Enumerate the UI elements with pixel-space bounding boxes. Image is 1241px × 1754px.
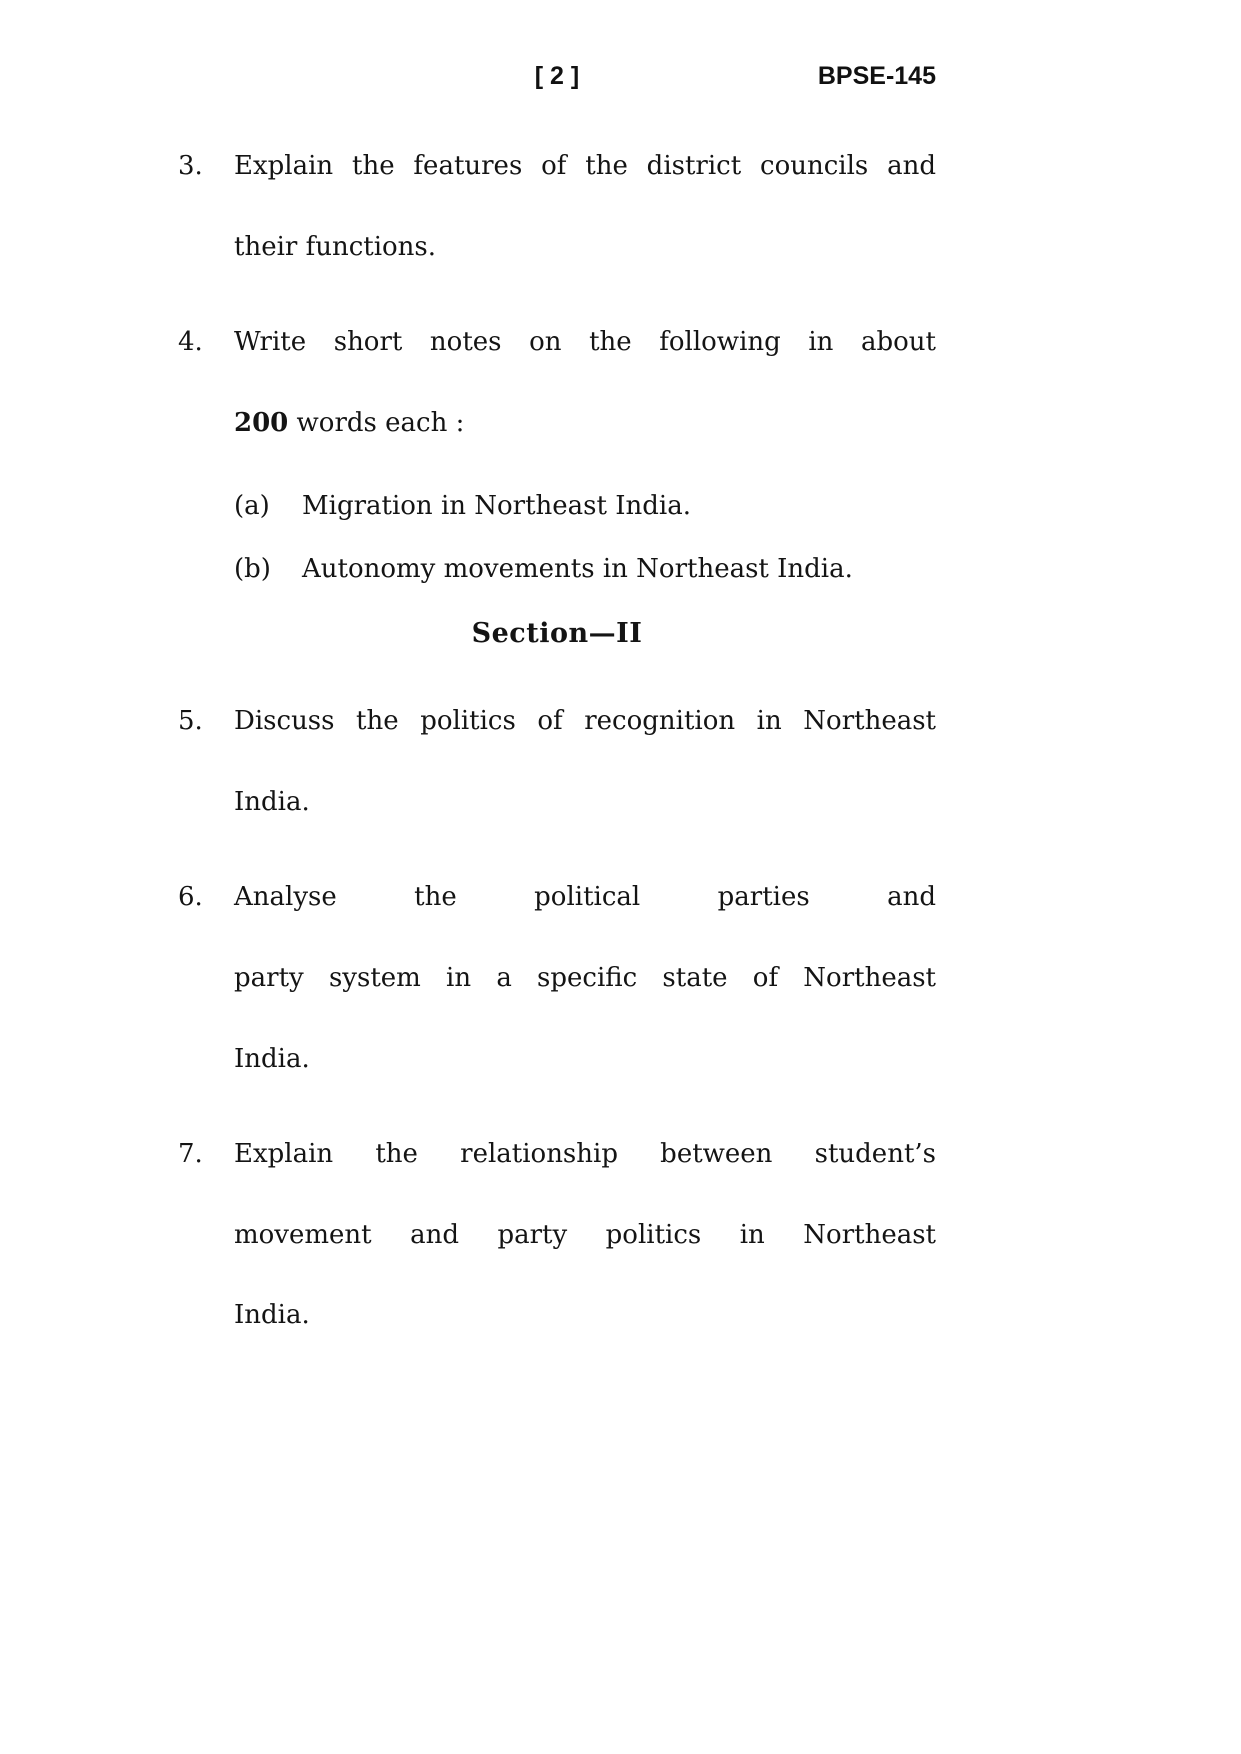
question-6-number: 6. — [178, 882, 203, 913]
subitem-b-label: (b) — [234, 553, 271, 584]
text-line — [234, 383, 936, 464]
question-7-number: 7. — [178, 1139, 203, 1170]
subitem-b-text: Autonomy movements in Northeast India. — [302, 553, 853, 584]
question-6 — [178, 857, 936, 1099]
question-4 — [178, 302, 936, 600]
subitem-b — [234, 538, 936, 600]
text-line: Analyse the political parties and — [234, 882, 936, 913]
section-heading: Section—II — [471, 618, 643, 650]
question-3-number: 3. — [178, 151, 203, 181]
text-line: Write short notes on the following in about — [234, 327, 936, 358]
text-line: movement and party politics in Northeast — [234, 1219, 936, 1250]
question-4-number: 4. — [178, 327, 203, 358]
page-content — [178, 62, 936, 1356]
subitem-a-label: (a) — [234, 491, 270, 522]
question-3-text — [234, 126, 936, 287]
question-5-number: 5. — [178, 706, 203, 737]
question-7 — [178, 1114, 936, 1356]
question-4-subitems — [234, 475, 936, 600]
text-line: party system in a specific state of Northeast — [234, 963, 936, 994]
text-line: India. — [234, 1043, 310, 1074]
text-line: Explain the features of the district councils and — [234, 151, 936, 181]
question-3 — [178, 126, 936, 287]
question-4-text — [234, 302, 936, 600]
text-line: Explain the relationship between student’s — [234, 1139, 936, 1170]
question-7-text — [234, 1114, 936, 1356]
subitem-a-text: Migration in Northeast India. — [302, 491, 691, 522]
text-line: India. — [234, 1300, 310, 1331]
question-5-text — [234, 681, 936, 842]
paper-code: BPSE-145 — [817, 62, 936, 90]
bold-word-count: 200 — [234, 407, 289, 438]
question-6-text — [234, 857, 936, 1099]
page-number: [ 2 ] — [534, 62, 580, 90]
text-line: their functions. — [234, 231, 437, 262]
text-line: India. — [234, 786, 310, 817]
question-5 — [178, 681, 936, 842]
subitem-a — [234, 475, 936, 537]
text-line-rest: words each : — [288, 407, 465, 438]
text-line: Discuss the politics of recognition in Northeast — [234, 706, 936, 737]
page-header — [178, 62, 936, 104]
